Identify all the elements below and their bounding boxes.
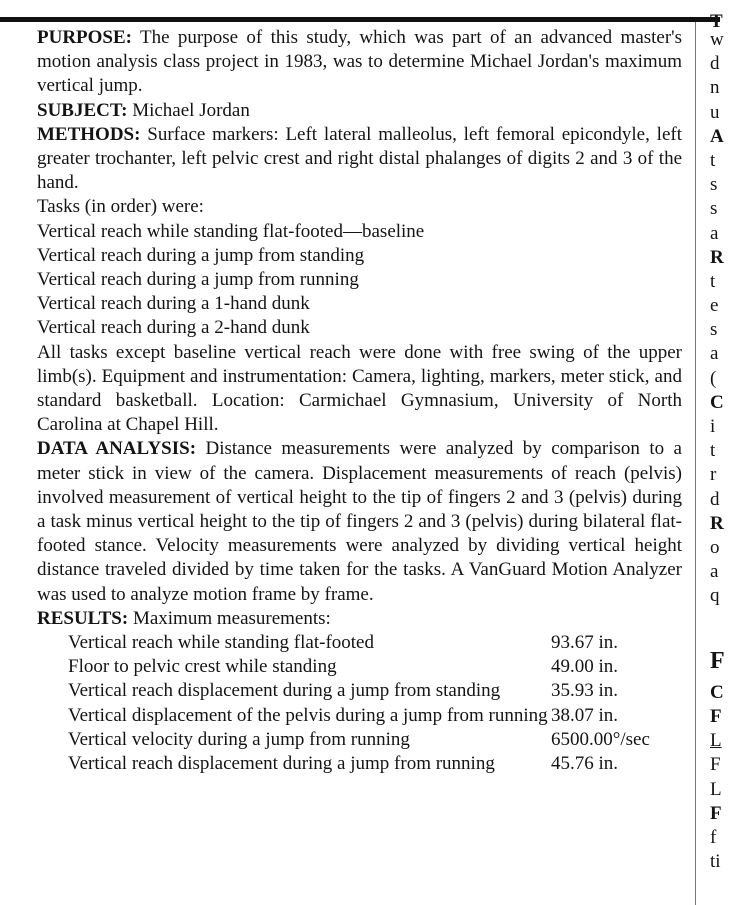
- column-fragment: T: [710, 11, 723, 32]
- abstract-column: [37, 26, 682, 776]
- column-fragment: F: [710, 802, 722, 824]
- top-rule: [0, 17, 720, 22]
- column-fragment: F: [710, 647, 725, 674]
- column-fragment: i: [710, 416, 716, 437]
- column-fragment: [710, 609, 740, 633]
- column-fragment: n: [710, 77, 720, 99]
- column-fragment: t: [710, 149, 716, 171]
- column-fragment: F: [710, 706, 722, 728]
- column-fragment: a: [710, 343, 719, 365]
- result-value: 35.93 in.: [551, 680, 619, 702]
- results-label: RESULTS:: [37, 607, 129, 629]
- result-value: 49.00 in.: [551, 656, 619, 678]
- column-fragment: d: [710, 488, 720, 510]
- column-fragment: L: [710, 730, 722, 752]
- data-analysis-text: Distance measurements were analyzed by comparison to a meter stick in view of the camera. Displacement measurements of reach (pelvis) involved measurement of vertical height to the tip of fingers 2 and 3 (pelvis) during a task minus vertical height to the tip of fingers 2 and 3 (pelvis) during bilateral flat-footed stance. Velocity measurements were analyzed by dividing vertical height distance traveled divided by time taken for the tasks. A VanGuard Motion Analyzer was used to analyze motion frame by frame.: [37, 438, 682, 605]
- column-fragment: C: [710, 681, 724, 703]
- methods-label: METHODS:: [37, 123, 141, 145]
- methods-paragraph: [37, 123, 682, 196]
- column-fragment: C: [710, 391, 724, 413]
- column-fragment: s: [710, 174, 718, 196]
- results-row: [37, 704, 682, 728]
- purpose-paragraph: [37, 26, 682, 99]
- data-analysis-label: DATA ANALYSIS:: [37, 438, 197, 460]
- subject-paragraph: [37, 99, 682, 123]
- purpose-text: The purpose of this study, which was part of an advanced master's motion analysis class project in 1983, was to determine Michael Jordan's maximum vertical jump.: [37, 27, 682, 97]
- column-fragment: t: [710, 440, 716, 462]
- column-fragment: ti: [710, 851, 721, 873]
- subject-label: SUBJECT:: [37, 99, 128, 121]
- result-measure: Vertical displacement of the pelvis during a jump from running: [68, 704, 548, 726]
- adjacent-column-fragments: [710, 11, 740, 874]
- column-divider: [695, 22, 696, 905]
- result-value: 6500.00°/sec: [551, 728, 650, 750]
- column-fragment: s: [710, 319, 718, 341]
- tasks-intro: Tasks (in order) were:: [37, 196, 204, 218]
- column-fragment: R: [710, 512, 724, 534]
- methods-text: Surface markers: Left lateral malleolus, left femoral epicondyle, left greater trochanter, left pelvic crest and right distal phalanges of digits 2 and 3 of the hand.: [37, 123, 682, 194]
- column-fragment: (: [710, 367, 717, 389]
- results-row: [37, 752, 682, 776]
- task-item: Vertical reach while standing flat-footed—baseline: [37, 220, 425, 242]
- result-value: 38.07 in.: [551, 704, 619, 726]
- column-fragment: d: [710, 53, 720, 75]
- results-row: [37, 655, 682, 679]
- column-fragment: L: [710, 778, 722, 800]
- task-item: Vertical reach during a jump from running: [37, 269, 359, 291]
- task-item: Vertical reach during a jump from standing: [37, 244, 365, 266]
- result-value: 93.67 in.: [551, 632, 619, 654]
- result-measure: Floor to pelvic crest while standing: [68, 656, 337, 678]
- column-fragment: a: [710, 222, 719, 244]
- column-fragment: t: [710, 270, 716, 292]
- data-analysis-paragraph: [37, 437, 682, 606]
- column-fragment: w: [710, 29, 724, 50]
- result-measure: Vertical reach displacement during a jump from standing: [68, 680, 501, 702]
- results-row: [37, 728, 682, 752]
- results-row: [37, 631, 682, 655]
- column-fragment: r: [710, 464, 717, 486]
- result-measure: Vertical reach displacement during a jump from running: [68, 753, 495, 775]
- column-fragment: q: [710, 585, 720, 607]
- column-fragment: f: [710, 827, 717, 848]
- column-fragment: o: [710, 536, 720, 558]
- column-fragment: e: [710, 295, 719, 317]
- subject-text: Michael Jordan: [127, 99, 250, 121]
- results-heading: [37, 607, 682, 631]
- results-text: Maximum measurements:: [128, 607, 331, 629]
- column-fragment: A: [710, 125, 724, 147]
- result-value: 45.76 in.: [551, 753, 619, 775]
- result-measure: Vertical reach while standing flat-footed: [68, 632, 374, 654]
- column-fragment: a: [710, 561, 719, 583]
- task-item: Vertical reach during a 1-hand dunk: [37, 293, 310, 315]
- column-fragment: R: [710, 246, 724, 268]
- results-row: [37, 679, 682, 703]
- results-table: [37, 631, 682, 776]
- result-measure: Vertical velocity during a jump from running: [68, 728, 410, 750]
- column-fragment: F: [710, 754, 721, 776]
- column-fragment: u: [710, 101, 720, 123]
- task-item: Vertical reach during a 2-hand dunk: [37, 317, 310, 339]
- purpose-label: PURPOSE:: [37, 27, 132, 48]
- methods-closing: All tasks except baseline vertical reach were done with free swing of the upper limb(s). Equipment and instrumentation: Camera, lighting, markers, meter stick, and standard basketball. Location: Carmichael Gymnasium, University of North Carolina at Chapel Hill.: [37, 341, 682, 436]
- column-fragment: s: [710, 198, 718, 220]
